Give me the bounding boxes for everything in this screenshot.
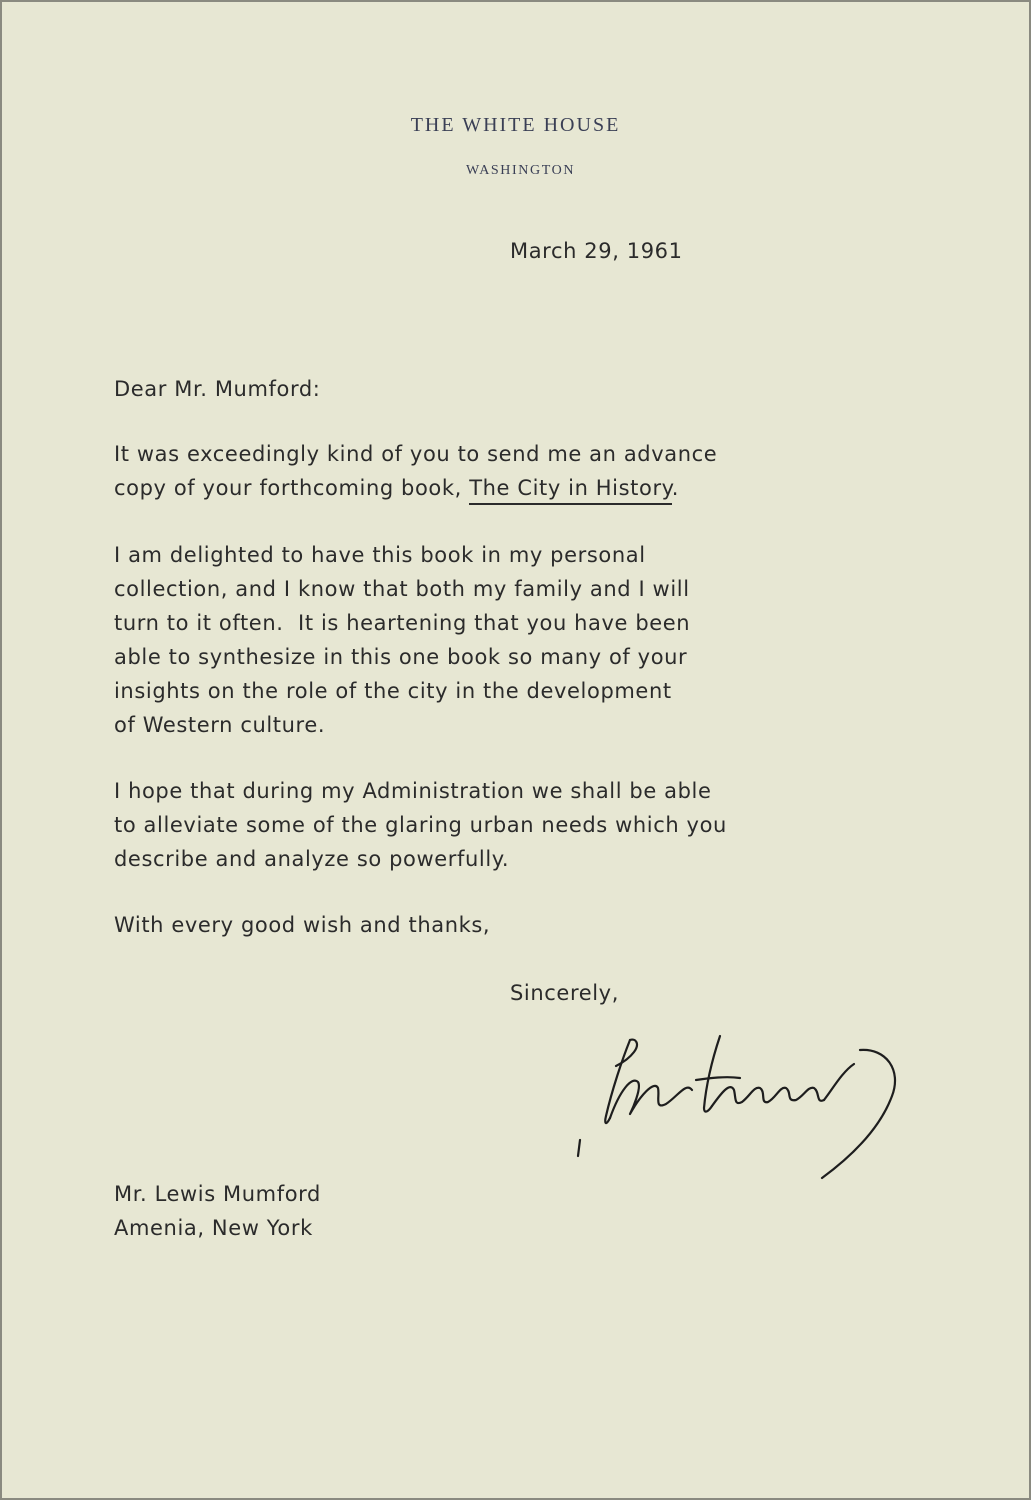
paragraph-3-line: to alleviate some of the glaring urban needs which you <box>114 813 727 837</box>
recipient-address <box>114 1177 321 1245</box>
paragraph-2 <box>114 538 690 742</box>
paragraph-3 <box>114 774 727 876</box>
salutation: Dear Mr. Mumford: <box>114 377 321 401</box>
paragraph-2-line: able to synthesize in this one book so many of your <box>114 645 688 669</box>
recipient-name: Mr. Lewis Mumford <box>114 1182 321 1206</box>
closing-line: With every good wish and thanks, <box>114 913 491 937</box>
paragraph-3-line: describe and analyze so powerfully. <box>114 847 510 871</box>
letter-date: March 29, 1961 <box>510 239 683 263</box>
paragraph-1-line-2-suffix: . <box>671 476 679 500</box>
paragraph-2-line: collection, and I know that both my family and I will <box>114 577 690 601</box>
book-title: The City in History <box>469 476 672 505</box>
paragraph-3-line: I hope that during my Administration we shall be able <box>114 779 712 803</box>
recipient-location: Amenia, New York <box>114 1216 313 1240</box>
paragraph-1-line-2-prefix: copy of your forthcoming book, <box>114 476 470 500</box>
valediction: Sincerely, <box>510 981 619 1005</box>
paragraph-1 <box>114 437 717 505</box>
letterhead-title: THE WHITE HOUSE <box>410 114 621 136</box>
paragraph-2-line: insights on the role of the city in the development <box>114 679 672 703</box>
paragraph-2-line: turn to it often. It is heartening that you have been <box>114 611 691 635</box>
paragraph-1-line-1: It was exceedingly kind of you to send me an advance <box>114 442 718 466</box>
handwritten-signature <box>570 1030 920 1190</box>
paragraph-2-line: of Western culture. <box>114 713 326 737</box>
paragraph-2-line: I am delighted to have this book in my personal <box>114 543 646 567</box>
letterhead-subtitle: WASHINGTON <box>465 163 576 178</box>
